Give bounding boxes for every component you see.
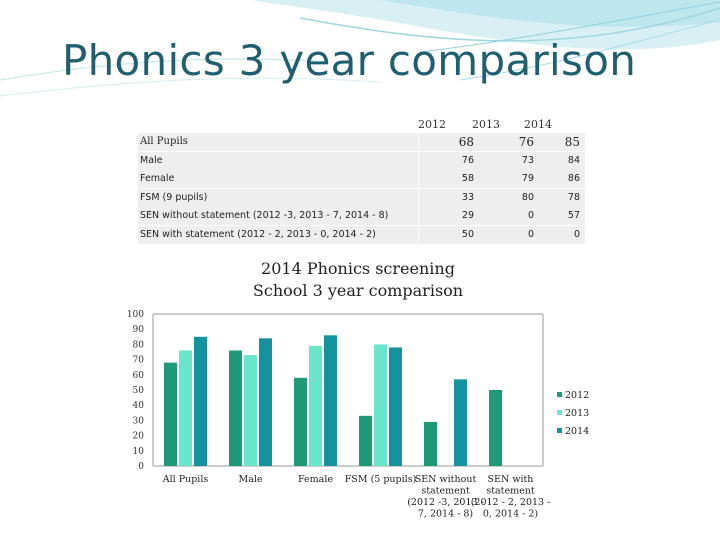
- x-category-label-line: SEN with: [487, 474, 534, 485]
- legend-swatch-2014: [557, 428, 562, 433]
- x-category-label: [298, 474, 333, 485]
- bar-2013: [179, 350, 192, 466]
- x-category-label-line: FSM (5 pupils): [344, 474, 417, 485]
- x-category-label-line: All Pupils: [162, 474, 209, 485]
- legend-label: 2013: [565, 408, 590, 419]
- table-row: [138, 226, 585, 244]
- cell-value: 85: [564, 135, 580, 149]
- x-category-label-line: 7, 2014 - 8): [417, 508, 474, 520]
- y-tick-label: 90: [132, 325, 144, 336]
- row-label: All Pupils: [140, 136, 188, 147]
- cell-value: 78: [567, 191, 580, 203]
- cell-value: 76: [518, 135, 534, 149]
- cell-value: 0: [573, 228, 580, 240]
- bar-2012: [294, 378, 307, 466]
- bar-2014: [259, 338, 272, 466]
- bar-2013: [309, 346, 322, 466]
- legend-swatch-2013: [557, 410, 562, 415]
- y-tick-label: 70: [132, 355, 144, 366]
- legend-swatch-2012: [557, 392, 562, 397]
- table-header-2014: 2014: [524, 118, 552, 131]
- bar-2012: [424, 422, 437, 466]
- x-category-label-line: Male: [238, 474, 263, 485]
- y-tick-label: 30: [132, 416, 144, 427]
- chart-title: 2014 Phonics screening: [261, 259, 455, 278]
- x-category-label: [345, 474, 417, 485]
- table-header-2013: 2013: [472, 118, 500, 131]
- bar-2014: [454, 379, 467, 466]
- cell-value: 80: [521, 191, 534, 203]
- x-category-label: [238, 474, 262, 485]
- row-label: Male: [140, 154, 163, 166]
- y-tick-label: 50: [132, 386, 144, 396]
- cell-value: 0: [527, 228, 534, 240]
- results-table: [138, 112, 585, 245]
- y-tick-label: 100: [126, 310, 144, 320]
- page-title: Phonics 3 year comparison: [62, 36, 637, 85]
- table-row: [138, 170, 585, 188]
- bar-2012: [164, 363, 177, 466]
- bar-2013: [374, 344, 387, 466]
- cell-value: 86: [567, 173, 580, 185]
- cell-value: 0: [527, 210, 534, 222]
- bar-2014: [324, 335, 337, 466]
- bar-2012: [489, 390, 502, 466]
- row-label: SEN without statement (2012 -3, 2013 - 7, 2014 - 8): [140, 210, 389, 222]
- table-row: [138, 189, 585, 207]
- y-tick-label: 0: [138, 462, 144, 472]
- x-category-label-line: statement: [421, 485, 470, 497]
- bar-2013: [244, 355, 257, 466]
- bar-2012: [359, 416, 372, 466]
- bar-chart: [0, 300, 720, 540]
- cell-value: 76: [461, 154, 474, 166]
- row-label: Female: [140, 173, 175, 185]
- y-tick-label: 20: [132, 431, 144, 442]
- table-header: [138, 112, 585, 133]
- bar-2012: [229, 350, 242, 466]
- row-label: FSM (9 pupils): [140, 191, 208, 203]
- bar-2014: [194, 337, 207, 466]
- y-tick-label: 40: [132, 401, 144, 412]
- row-label: SEN with statement (2012 - 2, 2013 - 0, 2014 - 2): [140, 228, 376, 240]
- x-category-label-line: Female: [297, 474, 334, 485]
- chart-title-block: [200, 258, 516, 302]
- cell-value: 50: [461, 228, 474, 240]
- cell-value: 58: [461, 173, 474, 185]
- cell-value: 29: [461, 210, 474, 222]
- table-row: [138, 152, 585, 170]
- cell-value: 84: [567, 154, 580, 166]
- x-category-label-line: (2012 - 2, 2013 -: [470, 497, 551, 508]
- table-row: [138, 133, 585, 151]
- legend-label: 2012: [565, 390, 590, 401]
- cell-value: 79: [521, 173, 534, 185]
- y-tick-label: 10: [132, 446, 144, 457]
- x-category-label-line: 0, 2014 - 2): [482, 508, 539, 520]
- y-tick-label: 80: [132, 340, 144, 351]
- y-tick-label: 60: [132, 370, 144, 381]
- table-row: [138, 207, 585, 225]
- legend-label: 2014: [565, 426, 590, 437]
- x-category-label-line: SEN without: [414, 474, 477, 485]
- table-header-2012: 2012: [418, 118, 446, 131]
- bar-2014: [389, 347, 402, 466]
- cell-value: 73: [521, 154, 534, 166]
- cell-value: 33: [461, 191, 474, 203]
- cell-value: 57: [567, 210, 580, 222]
- x-category-label-line: statement: [486, 485, 535, 497]
- x-category-label-line: (2012 -3, 2013 -: [407, 497, 484, 508]
- x-category-label: [162, 474, 209, 485]
- cell-value: 68: [458, 135, 474, 149]
- chart-subtitle: School 3 year comparison: [252, 281, 464, 300]
- x-category-label: [471, 474, 551, 520]
